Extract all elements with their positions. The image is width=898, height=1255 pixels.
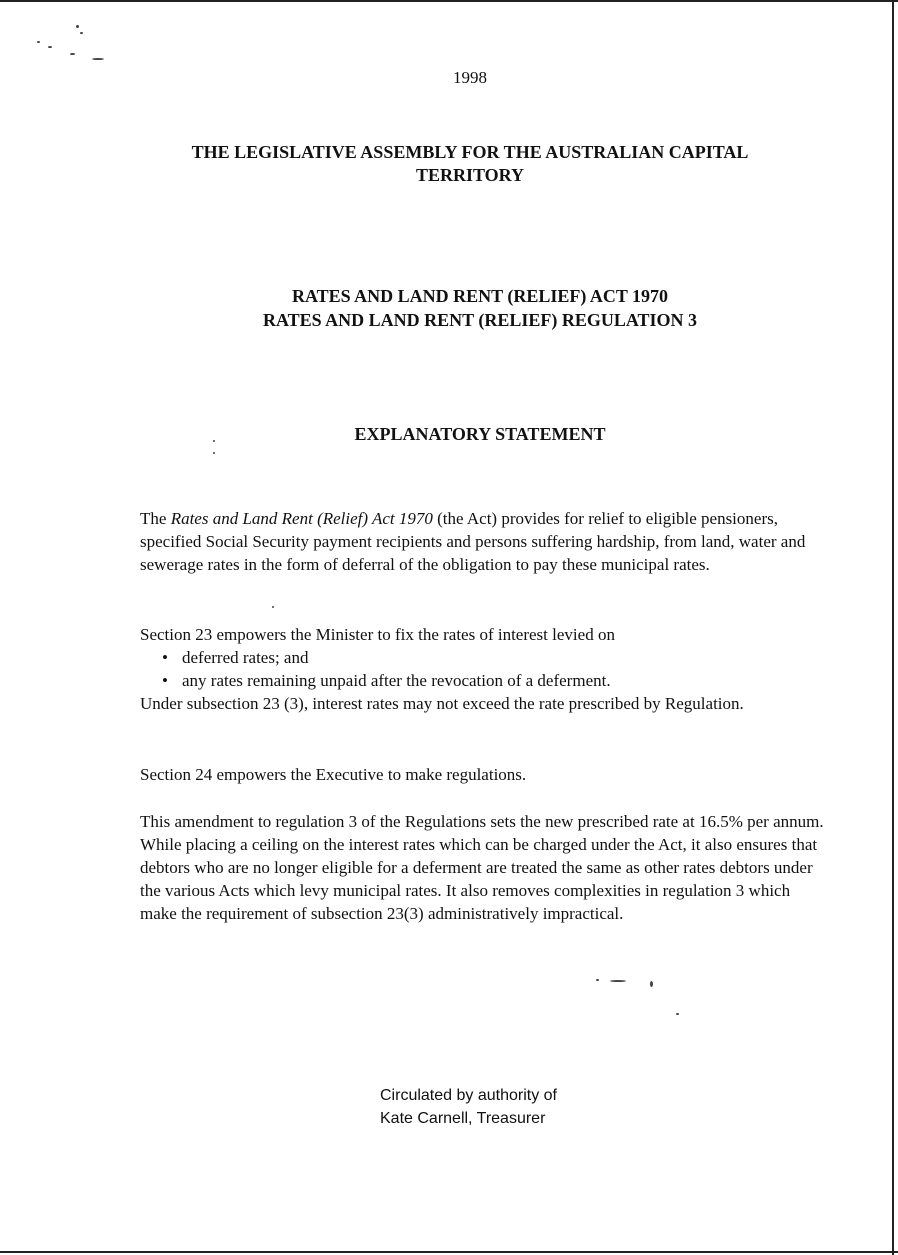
- bullet-item: • deferred rates; and: [162, 646, 830, 669]
- scan-speck: [80, 32, 83, 34]
- scan-speck: [272, 606, 274, 608]
- signature-authority: Circulated by authority of: [380, 1087, 557, 1104]
- section-23-intro: Section 23 empowers the Minister to fix the rates of interest levied on: [140, 625, 615, 644]
- scan-speck: [48, 46, 52, 48]
- scan-speck: [650, 981, 653, 987]
- assembly-heading: [100, 141, 840, 187]
- scan-speck: [213, 452, 215, 454]
- scan-speck: [37, 41, 40, 43]
- document-year: 1998: [453, 68, 487, 87]
- scan-edge-right: [892, 0, 894, 1255]
- paragraph-intro: [140, 507, 830, 576]
- scan-speck: [92, 58, 104, 60]
- act-title-line: RATES AND LAND RENT (RELIEF) REGULATION 3: [262, 310, 698, 330]
- act-title-line: RATES AND LAND RENT (RELIEF) ACT 1970: [291, 286, 669, 306]
- statement-title: EXPLANATORY STATEMENT: [354, 424, 606, 444]
- paragraph-intro-text: [140, 507, 830, 576]
- act-name-italic: Rates and Land Rent (Relief) Act 1970: [170, 509, 433, 528]
- interest-bullet-list: [140, 646, 830, 692]
- paragraph-section-23: [140, 623, 830, 715]
- signature-block: [380, 1084, 557, 1130]
- scan-edge-bottom: [0, 1251, 898, 1253]
- scan-speck: [596, 979, 599, 981]
- section-23-outro: Under subsection 23 (3), interest rates may not exceed the rate prescribed by Regulation.: [140, 694, 744, 713]
- section-24-text: Section 24 empowers the Executive to make regulations.: [140, 765, 527, 784]
- intro-prefix: The: [140, 509, 171, 528]
- amendment-text: This amendment to regulation 3 of the Regulations sets the new prescribed rate at 16.5% per annum. While placing a ceiling on the interest rates which can be charged under the Act, it also ensures that debtors who are no longer eligible for a deferment are treated the same as other rates debtors under the various Acts which levy municipal rates. It also removes complexities in regulation 3 which make the requirement of subsection 23(3) administratively impractical.: [140, 812, 824, 923]
- scan-speck: [676, 1013, 679, 1015]
- assembly-heading-line: THE LEGISLATIVE ASSEMBLY FOR THE AUSTRALIAN CAPITAL: [191, 142, 749, 162]
- scan-edge-top: [0, 0, 898, 2]
- paragraph-section-24: [140, 763, 830, 786]
- scan-speck: [76, 25, 79, 28]
- bullet-item: • any rates remaining unpaid after the revocation of a deferment.: [162, 669, 830, 692]
- scan-speck: [213, 440, 215, 442]
- act-title: [160, 284, 800, 332]
- intro-suffix: (the Act) provides for relief to eligible pensioners, specified Social Security payment recipients and persons suffering hardship, from land, water and sewerage rates in the form of deferral of the obligation to pay these municipal rates.: [140, 509, 806, 574]
- signature-name: Kate Carnell, Treasurer: [380, 1110, 546, 1127]
- paragraph-amendment: [140, 810, 830, 925]
- assembly-heading-line: TERRITORY: [415, 165, 525, 185]
- scan-speck: [70, 53, 75, 55]
- scan-speck: [610, 980, 626, 982]
